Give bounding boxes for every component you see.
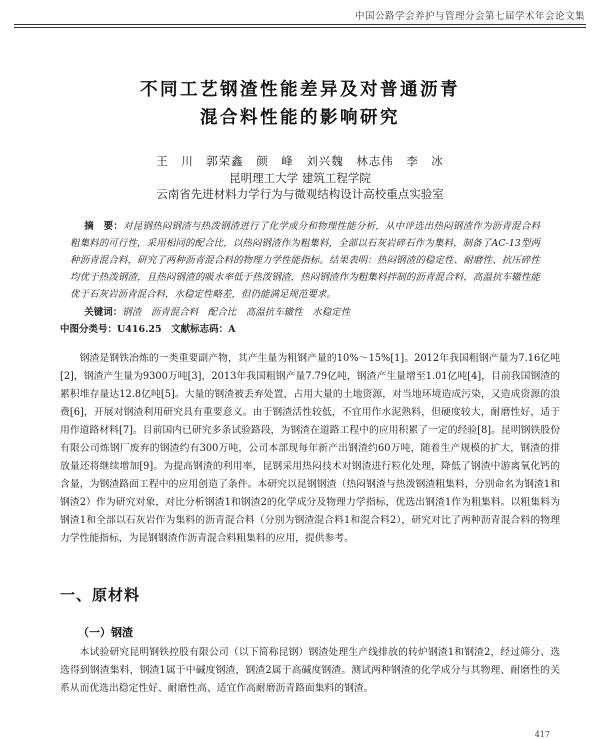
keywords-label: 关键词： (84, 307, 123, 318)
paper-title-line1: 不同工艺钢渣性能差异及对普通沥青 (140, 80, 460, 100)
intro-paragraph: 钢渣是钢铁冶炼的一类重要副产物，其产生量为粗钢产量的10%～15%[1]。2012年我国粗钢产量为7.16亿吨[2]，钢渣产生量为9300万吨[3]，2013年我国粗钢产量7.79亿吨，钢渣产生量增至1.01亿吨[4]，目前我国钢渣的累积堆存量达12.8亿吨[5]。大量的钢渣被丢弃处置，占用大量的土地资源，对当地环境造成污染，又造成资源的浪费[6]，开展对钢渣利用研究具有重要意义。由于钢渣活性较低，不宜用作水泥熟料，但硬度较大，耐磨性好，适于用作道路材料[7]。目前国内已研究多条试验路段，为钢渣在道路工程中的应用积累了一定的经验[8]。昆明钢铁股份有限公司炼钢厂废弃的钢渣约有300万吨，公司本部现每年新产出钢渣约60万吨，随着生产规模的扩大，钢渣的排放量还将继续增加[9]。为提高钢渣的利用率，昆钢采用热闷技术对钢渣进行粒化处理，降低了钢渣中游离氧化钙的含量，为钢渣路面工程中的应用创造了条件。本研究以昆钢钢渣（热闷钢渣与热泼钢渣粗集料，分别命名为钢渣1和钢渣2）作为研究对象，对比分析钢渣1和钢渣2的化学成分及物理力学指标，优选出钢渣1作为粗集料。以粗集料为钢渣1和全部以石灰岩作为集料的沥青混合料（分别为钢渣混合料1和混合料2），研究对比了两种沥青混合料的物理力学性能指标，为昆钢钢渣作沥青混合料粗集料的应用，提供参考。 (60, 353, 560, 544)
running-header: 中国公路学会养护与管理分会第七届学术年会论文集 (354, 11, 585, 22)
affiliation-2: 云南省先进材料力学行为与微观结构设计高校重点实验室 (156, 187, 444, 201)
subsection-heading-steel-slag: （一）钢渣 (78, 626, 133, 639)
keywords (70, 304, 540, 318)
classification-codes: 中图分类号：U416.25 文献标志码：A (60, 324, 236, 335)
affiliation-1: 昆明理工大学 建筑工程学院 (229, 171, 371, 185)
header-rule-thick (14, 24, 586, 25)
author-list: 王 川 郭荣鑫 颜 峰 刘兴魏 林志伟 李 冰 (156, 154, 444, 168)
abstract-label: 摘 要： (84, 221, 124, 232)
abstract-text: 对昆钢热闷钢渣与热泼钢渣进行了化学成分和物理性能分析，从中评选出热闷钢渣作为沥青混合料粗集料的可行性，采用相同的配合比，以热闷钢渣作为粗集料，全部以石灰岩碎石作为集料，制备了AC-13型两种沥青混合料，研究了两种沥青混合料的物理力学性能指标。结果表明：热闷钢渣的稳定性、耐磨性、抗压碎性均优于热泼钢渣，且热闷钢渣的吸水率低于热泼钢渣，热闷钢渣作为粗集料拌制的沥青混合料，高温抗车辙性能优于石灰岩沥青混合料，水稳定性略差，但仍能满足规范要求。 (70, 221, 540, 300)
section1-paragraph: 本试验研究昆明钢铁控股有限公司（以下简称昆钢）钢渣处理生产线排放的转炉钢渣1和钢渣2，经过筛分、选选得到钢渣集料，钢渣1属于中碱度钢渣，钢渣2属于高碱度钢渣。测试两种钢渣的化学成分与其物理、耐磨性的关系从而优选出稳定性好、耐磨性高、适宜作高耐磨沥青路面集料的钢渣。 (60, 647, 560, 694)
paper-title-line2: 混合料性能的影响研究 (200, 108, 400, 128)
header-rule-thin (14, 27, 586, 28)
page-number: 417 (534, 730, 550, 739)
keywords-text: 钢渣 沥青混合料 配合比 高温抗车辙性 水稳定性 (122, 307, 351, 318)
section-heading-materials: 一、原材料 (60, 586, 141, 604)
abstract (70, 218, 540, 303)
